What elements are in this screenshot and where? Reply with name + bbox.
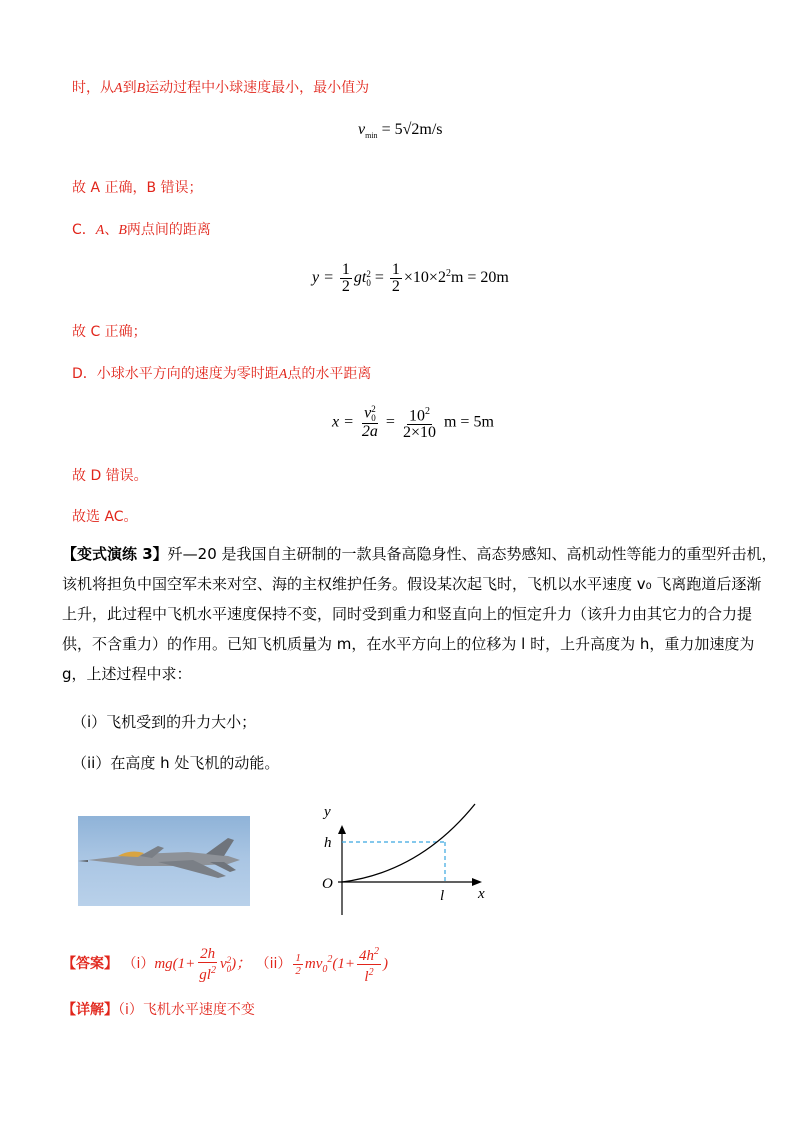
eq-lhs: x = xyxy=(332,413,354,431)
answer-ii-expr xyxy=(291,946,388,985)
text: 小球水平方向的速度为零时距 xyxy=(96,366,279,382)
sup-sub xyxy=(371,405,376,423)
problem-line-1 xyxy=(62,539,777,569)
num xyxy=(407,404,432,425)
point-a: A xyxy=(278,367,288,382)
trajectory-graph xyxy=(300,804,500,920)
den-sup: 2 xyxy=(210,965,216,976)
jet-nose xyxy=(78,860,88,862)
result: m = 5m xyxy=(443,413,494,431)
den-base: l xyxy=(364,969,369,985)
sup-sub xyxy=(366,270,371,288)
answer-i-label: （i） xyxy=(122,955,155,972)
point-b: B xyxy=(136,81,146,96)
problem-block xyxy=(62,539,777,689)
expr-post: )； xyxy=(231,955,252,972)
v: v xyxy=(364,404,372,422)
gt: gt xyxy=(353,269,367,287)
text: 点的水平距离 xyxy=(287,366,372,382)
sup: 2 xyxy=(445,267,451,279)
num xyxy=(357,944,381,965)
num: 1 xyxy=(295,952,301,964)
sub: 0 xyxy=(322,963,328,975)
detail-tag: 【详解】 xyxy=(62,1002,118,1018)
detail-text: （i）飞机水平速度不变 xyxy=(118,1002,255,1018)
text: 时，从 xyxy=(72,80,114,96)
sup: 2 xyxy=(424,406,430,417)
fraction-v2-2a xyxy=(360,405,380,440)
option-d-label: D． xyxy=(72,366,97,382)
conclusion-c: 故 C 正确； xyxy=(72,324,147,340)
fraction-2h-gl2 xyxy=(197,946,218,983)
equals: = xyxy=(385,413,395,431)
problem-line-3: 上升，此过程中飞机水平速度保持不变，同时受到重力和竖直向上的恒定升力（该升力由其它力的合力提 xyxy=(62,605,753,623)
y-label: y xyxy=(324,804,331,820)
sub: 0 xyxy=(371,413,376,424)
close: ) xyxy=(383,955,388,972)
equation-x xyxy=(332,404,494,441)
equation-y xyxy=(312,262,509,295)
sup: 2 xyxy=(371,404,376,415)
den: 2a xyxy=(361,423,378,441)
eq-sub: min xyxy=(365,131,378,141)
mv: mv xyxy=(304,955,323,972)
final-answer: 故选 AC。 xyxy=(72,509,138,525)
point-a: A xyxy=(114,81,123,96)
conclusion-ab: 故 A 正确，B 错误； xyxy=(72,180,203,196)
y-axis-arrow xyxy=(338,825,346,834)
text: 到 xyxy=(122,80,137,96)
question-2: （ii）在高度 h 处飞机的动能。 xyxy=(72,754,280,772)
sub: 0 xyxy=(226,963,232,974)
fraction-half xyxy=(293,952,303,977)
den: 2×10 xyxy=(402,424,436,442)
fraction-half-2 xyxy=(390,262,402,295)
fraction-100-20 xyxy=(401,404,438,441)
result: m = 20m xyxy=(450,269,509,287)
x-label: x xyxy=(478,886,485,902)
origin-label: O xyxy=(322,876,333,892)
problem-line-4: 供，不含重力）的作用。已知飞机质量为 m，在水平方向上的位移为 l 时，上升高度为 h，重力加速度为 xyxy=(62,635,755,653)
solution-line-1 xyxy=(72,78,369,99)
den: 2 xyxy=(341,278,350,295)
answer-ii-label: （ii） xyxy=(255,955,292,972)
sub: 0 xyxy=(366,277,371,288)
question-1: （i）飞机受到的升力大小； xyxy=(72,713,257,731)
answer-tag: 【答案】 xyxy=(62,955,118,972)
option-c-line xyxy=(72,220,211,241)
den: 2 xyxy=(295,965,301,977)
trajectory-curve xyxy=(342,804,475,882)
eq-lhs: y = xyxy=(312,269,334,287)
expr-pre: mg(1+ xyxy=(154,955,196,972)
eq-lhs: v xyxy=(358,121,366,138)
answer-line xyxy=(62,944,388,985)
text: 运动过程中小球速度最小，最小值为 xyxy=(145,80,370,96)
multiplication: ×10×2 xyxy=(403,269,446,287)
equals: = xyxy=(374,269,384,287)
open: (1+ xyxy=(332,955,355,972)
eq-rhs: = 5√2m/s xyxy=(381,121,443,138)
sup: 2 xyxy=(327,953,333,965)
point-b: B xyxy=(118,223,127,238)
problem-line-2: 该机将担负中国空军未来对空、海的主权维护任务。假设某次起飞时，飞机以水平速度 v₀ 飞离跑道后逐渐 xyxy=(62,575,762,593)
den-base: gl xyxy=(199,967,211,983)
fighter-jet-photo xyxy=(78,816,250,906)
v: v xyxy=(219,955,227,972)
n: 10 xyxy=(408,407,425,425)
answer-i-expr xyxy=(154,946,252,983)
num: 1 xyxy=(341,261,350,278)
x-axis-arrow xyxy=(472,878,482,886)
sup: 2 xyxy=(366,268,371,279)
text: 两点间的距离 xyxy=(126,222,211,238)
den xyxy=(197,963,218,983)
h-label: h xyxy=(324,835,332,851)
problem-line-5: g，上述过程中求： xyxy=(62,665,192,683)
den-sup: 2 xyxy=(368,967,374,978)
num: 1 xyxy=(391,261,400,278)
detail-line xyxy=(62,1000,255,1020)
l-label: l xyxy=(440,888,445,904)
num-base: 4h xyxy=(359,948,374,964)
den: 2 xyxy=(391,278,400,295)
den xyxy=(362,965,375,985)
jet-tail xyxy=(206,838,234,856)
jet-illustration xyxy=(78,816,250,906)
point-a: A xyxy=(95,223,105,238)
problem-tag: 【变式演练 3】 xyxy=(62,545,168,563)
num-sup: 2 xyxy=(374,946,379,957)
fraction-4h2-l2 xyxy=(357,944,381,985)
num xyxy=(362,405,378,424)
option-c-label: C． xyxy=(72,222,96,238)
fraction-half xyxy=(340,262,352,295)
num: 2h xyxy=(200,946,216,962)
conclusion-d: 故 D 错误。 xyxy=(72,468,148,484)
text: 、 xyxy=(104,222,119,238)
equation-vmin xyxy=(358,120,442,146)
option-d-line xyxy=(72,364,371,385)
sup: 2 xyxy=(226,954,232,965)
problem-text: 歼—20 是我国自主研制的一款具备高隐身性、高态势感知、高机动性等能力的重型歼击机， xyxy=(167,545,777,563)
